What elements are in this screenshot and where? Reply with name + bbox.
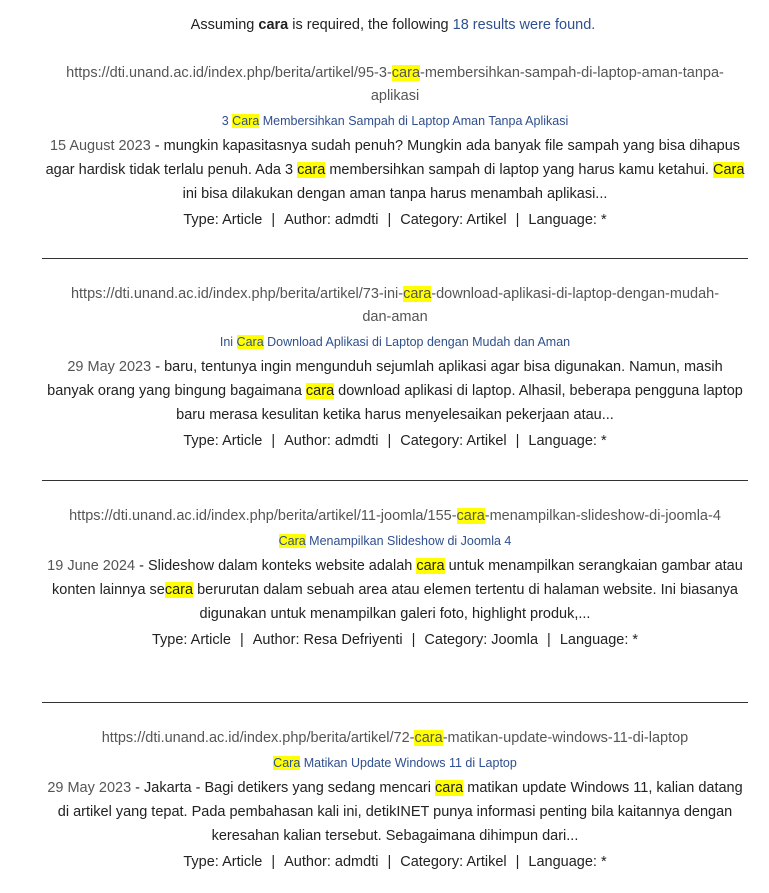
meta-separator: | xyxy=(387,433,392,449)
term-highlight: cara xyxy=(416,558,445,574)
term-highlight: cara xyxy=(391,65,421,81)
result-language: Language: * xyxy=(559,632,639,648)
result-snippet-text: Slideshow dalam konteks website adalah cara untuk menampilkan serangkaian gambar atau konten lainnya secara berurutan dalam sebuah area atau elemen tertentu di halaman website. Ini biasanya digunakan untuk menampilkan galeri foto, highlight produk,... xyxy=(52,558,743,622)
result-type: Type: Article xyxy=(183,212,263,228)
term-highlight: cara xyxy=(164,582,194,598)
result-author: Author: admdti xyxy=(284,854,379,870)
term-highlight: cara xyxy=(456,508,485,524)
term-highlight: Cara xyxy=(273,756,301,770)
result-date: 19 June 2024 xyxy=(47,558,136,574)
result-divider xyxy=(42,258,748,259)
meta-separator: | xyxy=(271,854,276,870)
result-title-link[interactable]: 3 Cara Membersihkan Sampah di Laptop Aman Tanpa Aplikasi xyxy=(221,114,569,128)
result-meta xyxy=(42,628,748,652)
result-date: 15 August 2023 xyxy=(49,138,151,154)
result-url: https://dti.unand.ac.id/index.php/berita/artikel/73-ini-cara-download-aplikasi-di-laptop-dengan-mudah-dan-aman xyxy=(70,286,720,325)
result-meta xyxy=(42,208,748,232)
term-highlight: Cara xyxy=(232,114,260,128)
result-divider xyxy=(42,702,748,703)
search-result xyxy=(42,62,748,232)
summary-prefix: Assuming xyxy=(190,17,259,33)
result-list-block-1 xyxy=(42,62,748,232)
meta-separator: | xyxy=(387,212,392,228)
term-highlight: cara xyxy=(403,286,432,302)
result-snippet: 29 May 2023 - baru, tentunya ingin mengunduh sejumlah aplikasi agar bisa digunakan. Namun, masih banyak orang yang bingung bagaimana cara download aplikasi di laptop. Alhasil, beberapa pengguna laptop baru merasa kesulitan ketika harus menyelesaikan pekerjaan atau... xyxy=(47,359,743,423)
term-highlight: cara xyxy=(297,162,326,178)
result-category: Category: Joomla xyxy=(424,632,539,648)
result-category: Category: Artikel xyxy=(400,212,507,228)
result-language: Language: * xyxy=(528,854,607,870)
result-title-link[interactable]: Ini Cara Download Aplikasi di Laptop dengan Mudah dan Aman xyxy=(219,335,571,349)
result-snippet-text: mungkin kapasitasnya sudah penuh? Mungkin ada banyak file sampah yang bisa dihapus agar hardisk tidak terlalu penuh. Ada 3 cara membersihkan sampah di laptop yang harus kamu ketahui. Cara ini bisa dilakukan dengan aman tanpa harus menambah aplikasi... xyxy=(45,138,745,202)
term-highlight: cara xyxy=(414,730,443,746)
result-title-link[interactable]: Cara Menampilkan Slideshow di Joomla 4 xyxy=(278,534,512,548)
term-highlight: Cara xyxy=(712,162,745,178)
result-count: 18 results were found. xyxy=(452,17,596,33)
result-snippet-text: baru, tentunya ingin mengunduh sejumlah aplikasi agar bisa digunakan. Namun, masih banyak orang yang bingung bagaimana cara download aplikasi di laptop. Alhasil, beberapa pengguna laptop baru merasa kesulitan ketika harus menyelesaikan pekerjaan atau... xyxy=(47,359,743,423)
term-highlight: Cara xyxy=(236,335,264,349)
result-title-link[interactable]: Cara Matikan Update Windows 11 di Laptop xyxy=(273,756,517,770)
term-highlight: cara xyxy=(305,383,335,399)
result-snippet: 15 August 2023 - mungkin kapasitasnya sudah penuh? Mungkin ada banyak file sampah yang bisa dihapus agar hardisk tidak terlalu penuh. Ada 3 cara membersihkan sampah di laptop yang harus kamu ketahui. Cara ini bisa dilakukan dengan aman tanpa harus menambah aplikasi... xyxy=(45,138,745,202)
meta-separator: | xyxy=(515,433,520,449)
meta-separator: | xyxy=(515,854,520,870)
meta-separator: | xyxy=(547,632,551,648)
result-date: 29 May 2023 xyxy=(67,359,152,375)
result-list-block-3 xyxy=(42,505,748,652)
search-result xyxy=(42,727,748,874)
result-type: Type: Article xyxy=(183,433,263,449)
result-author: Author: Resa Defriyenti xyxy=(252,632,403,648)
result-type: Type: Article xyxy=(151,632,231,648)
meta-separator: | xyxy=(239,632,244,648)
result-category: Category: Artikel xyxy=(400,433,507,449)
meta-separator: | xyxy=(515,212,520,228)
result-list-block-4 xyxy=(42,727,748,874)
search-result xyxy=(42,283,748,453)
result-snippet: 19 June 2024 - Slideshow dalam konteks website adalah cara untuk menampilkan serangkaian gambar atau konten lainnya secara berurutan dalam sebuah area atau elemen tertentu di halaman website. Ini biasanya digunakan untuk menampilkan galeri foto, highlight produk,... xyxy=(47,558,743,622)
search-summary xyxy=(0,15,769,35)
meta-separator: | xyxy=(411,632,416,648)
result-author: Author: admdti xyxy=(284,433,379,449)
search-result xyxy=(42,505,748,652)
result-category: Category: Artikel xyxy=(400,854,507,870)
result-meta xyxy=(42,850,748,874)
result-snippet-text: Jakarta - Bagi detikers yang sedang mencari cara matikan update Windows 11, kalian datang di artikel yang tepat. Pada pembahasan kali ini, detikINET punya informasi penting bila kaitannya dengan keresahan kalian tersebut. Sebagaimana dihimpun dari... xyxy=(57,780,743,844)
summary-term: cara xyxy=(258,17,289,33)
result-language: Language: * xyxy=(528,212,607,228)
term-highlight: cara xyxy=(435,780,464,796)
result-language: Language: * xyxy=(528,433,607,449)
result-type: Type: Article xyxy=(183,854,263,870)
result-snippet: 29 May 2023 - Jakarta - Bagi detikers yang sedang mencari cara matikan update Windows 11, kalian datang di artikel yang tepat. Pada pembahasan kali ini, detikINET punya informasi penting bila kaitannya dengan keresahan kalian tersebut. Sebagaimana dihimpun dari... xyxy=(47,780,743,844)
meta-separator: | xyxy=(387,854,392,870)
result-url: https://dti.unand.ac.id/index.php/berita/artikel/11-joomla/155-cara-menampilkan-slideshow-di-joomla-4 xyxy=(69,508,721,524)
result-date: 29 May 2023 xyxy=(47,780,132,796)
result-list-block-2 xyxy=(42,283,748,453)
result-author: Author: admdti xyxy=(284,212,379,228)
result-divider xyxy=(42,480,748,481)
result-url: https://dti.unand.ac.id/index.php/berita/artikel/95-3-cara-membersihkan-sampah-di-laptop-aman-tanpa-aplikasi xyxy=(66,65,724,104)
meta-separator: | xyxy=(271,433,276,449)
summary-middle: is required, the following xyxy=(288,17,453,33)
result-meta xyxy=(42,429,748,453)
meta-separator: | xyxy=(271,212,276,228)
term-highlight: Cara xyxy=(278,534,306,548)
result-url: https://dti.unand.ac.id/index.php/berita/artikel/72-cara-matikan-update-windows-11-di-laptop xyxy=(101,730,689,746)
